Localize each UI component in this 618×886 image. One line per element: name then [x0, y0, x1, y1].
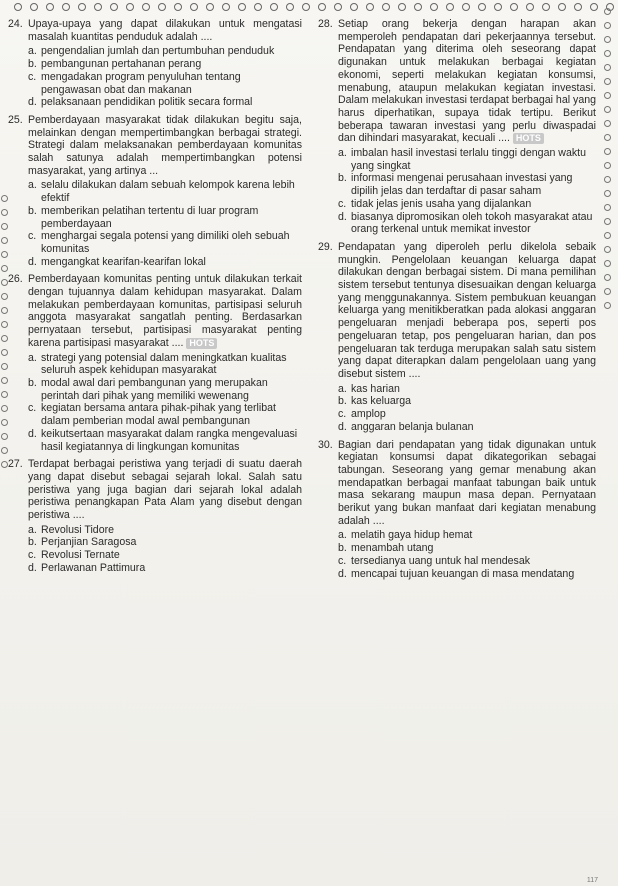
question-text: Terdapat berbagai peristiwa yang terjadi di suatu daerah yang dapat disebut sebagai sejarah lokal. Salah satu peristiwa yang juga bagian dari sejarah lokal adalah peristiwa penangkapan Pata Alam yang disebut dengan peristiwa ....: [28, 458, 302, 522]
binder-ring-icon: [604, 50, 611, 57]
option: a. strategi yang potensial dalam meningkatkan kualitas seluruh aspek kehidupan masyarakat: [28, 351, 287, 377]
question-28: [318, 18, 596, 145]
binder-ring-icon: [526, 3, 534, 11]
option: d. mengangkat kearifan-kearifan lokal: [28, 255, 206, 268]
option: d. biasanya dipromosikan oleh tokoh masyarakat atau orang terkenal untuk memikat investor: [338, 210, 593, 236]
binder-ring-icon: [558, 3, 566, 11]
question-text: Pendapatan yang diperoleh perlu dikelola sebaik mungkin. Pengelolaan keuangan keluarga dapat dilakukan dengan berbagai sistem. Di mana pemilihan sistem tersebut tentunya disesuaikan dengan keluarga yang menggunakannya. Sistem pembukuan keuangan keluarga yang menitikberatkan pada alokasi anggaran pengeluaran menjadi beberapa pos, seperti pos pengeluaran tetap, pos pengeluaran harian, dan pos pengeluaran tak terduga merupakan salah satu sistem yang dapat diterapkan dalam pengelolaan uang yang disebut sistem ....: [338, 240, 596, 380]
option: c. tersedianya uang untuk hal mendesak: [338, 554, 531, 567]
question-29: [318, 241, 596, 381]
binder-ring-icon: [222, 3, 230, 11]
question-text: Pemberdayaan komunitas penting untuk dilakukan terkait dengan tujuannya dalam kehidupan masyarakat. Dalam melakukan pemberdayaan komunitas, partisipasi seluruh anggota masyarakat sangatlah penting. Berdasarkan pernyataan tersebut, partisipasi masyarakat penting karena partisipasi masyarakat ....: [28, 273, 302, 349]
option: c. Revolusi Ternate: [28, 549, 120, 562]
option: c. kegiatan bersama antara pihak-pihak yang terlibat dalam pemberian modal awal pembangunan: [28, 402, 276, 428]
option: c. amplop: [338, 408, 386, 421]
binder-ring-icon: [1, 461, 8, 468]
binder-ring-icon: [46, 3, 54, 11]
binder-ring-icon: [1, 447, 8, 454]
binder-ring-icon: [142, 3, 150, 11]
option: d. keikutsertaan masyarakat dalam rangka mengevaluasi hasil kegiatannya di lingkungan komunitas: [28, 427, 298, 453]
binder-rings: [0, 0, 618, 14]
right-column: [318, 18, 596, 580]
binder-ring-icon: [478, 3, 486, 11]
option: d. Perlawanan Pattimura: [28, 561, 146, 574]
binder-ring-icon: [590, 3, 598, 11]
option: c. menghargai segala potensi yang dimiliki oleh sebuah komunitas: [28, 230, 290, 255]
binder-ring-icon: [604, 190, 611, 197]
option: b. Perjanjian Saragosa: [28, 536, 137, 549]
binder-ring-icon: [494, 3, 502, 11]
question-25: [8, 114, 302, 178]
binder-ring-icon: [1, 293, 8, 300]
binder-ring-icon: [286, 3, 294, 11]
question-27: [8, 458, 302, 522]
binder-ring-icon: [446, 3, 454, 11]
binder-ring-icon: [604, 260, 611, 267]
question-30: [318, 439, 596, 528]
binder-ring-icon: [604, 134, 611, 141]
binder-ring-icon: [604, 274, 611, 281]
binder-ring-icon: [318, 3, 326, 11]
binder-ring-icon: [604, 92, 611, 99]
binder-ring-icon: [1, 279, 8, 286]
question-number: 28.: [318, 18, 333, 30]
question-text: Pemberdayaan masyarakat tidak dilakukan begitu saja, melainkan dengan mempertimbangkan berbagai strategi. Strategi dalam melaksanakan pemberdayaan komunitas salah satunya adalah mempertimbangkan potensi masyarakat, yang artinya ...: [28, 113, 302, 177]
binder-ring-icon: [604, 120, 611, 127]
binder-ring-icon: [398, 3, 406, 11]
page-number: 117: [586, 877, 598, 884]
binder-ring-icon: [604, 232, 611, 239]
binder-ring-icon: [604, 246, 611, 253]
question-text: Setiap orang bekerja dengan harapan akan memperoleh pendapatan dari pekerjaannya tersebut. Pendapatan yang diterima oleh seseorang dapat digunakan untuk melakukan berbagai kegiatan ekonomi, seperti melakukan kegiatan konsumsi, menabung, ataupun melakukan kegiatan investasi. Dalam melakukan investasi terdapat berbagai hal yang harus diperhatikan, supaya tidak tertipu. Berikut beberapa tawaran investasi yang perlu diwaspadai dan dihindari masyarakat, kecuali ....: [338, 18, 596, 145]
option: a. kas harian: [338, 382, 400, 395]
binder-ring-icon: [382, 3, 390, 11]
option: c. tidak jelas jenis usaha yang dijalankan: [338, 197, 532, 210]
binder-ring-icon: [174, 3, 182, 11]
binder-ring-icon: [14, 3, 22, 11]
binder-ring-icon: [1, 349, 8, 356]
binder-ring-icon: [1, 195, 8, 202]
binder-ring-icon: [30, 3, 38, 11]
option: a. imbalan hasil investasi terlalu tinggi dengan waktu yang singkat: [338, 147, 586, 172]
binder-ring-icon: [126, 3, 134, 11]
question-24: [8, 18, 302, 43]
binder-ring-icon: [1, 321, 8, 328]
question-number: 29.: [318, 240, 333, 253]
option: d. mencapai tujuan keuangan di masa mendatang: [338, 567, 575, 580]
option: b. modal awal dari pembangunan yang merupakan perintah dari pihak yang memiliki wewenang: [28, 376, 268, 402]
binder-ring-icon: [1, 377, 8, 384]
binder-ring-icon: [350, 3, 358, 11]
binder-ring-icon: [604, 22, 611, 29]
question-26: [8, 273, 302, 349]
binder-ring-icon: [1, 223, 8, 230]
binder-ring-icon: [1, 237, 8, 244]
binder-ring-icon: [1, 419, 8, 426]
binder-ring-icon: [1, 433, 8, 440]
binder-ring-icon: [574, 3, 582, 11]
binder-ring-icon: [1, 265, 8, 272]
question-number: 25.: [8, 113, 23, 126]
option: a. selalu dilakukan dalam sebuah kelompok karena lebih efektif: [28, 179, 295, 205]
binder-ring-icon: [462, 3, 470, 11]
binder-ring-icon: [604, 106, 611, 113]
option: a. pengendalian jumlah dan pertumbuhan penduduk: [28, 45, 275, 58]
option: b. pembangunan pertahanan perang: [28, 58, 202, 71]
binder-ring-icon: [604, 148, 611, 155]
option: b. kas keluarga: [338, 395, 412, 408]
binder-ring-icon: [604, 302, 611, 309]
binder-ring-icon: [1, 391, 8, 398]
binder-ring-icon: [62, 3, 70, 11]
binder-ring-icon: [206, 3, 214, 11]
binder-ring-icon: [604, 288, 611, 295]
option: a. melatih gaya hidup hemat: [338, 529, 473, 542]
binder-ring-icon: [1, 307, 8, 314]
binder-ring-icon: [78, 3, 86, 11]
question-text: Bagian dari pendapatan yang tidak digunakan untuk kegiatan konsumsi dapat dikategorikan sebagai tabungan. Seseorang yang gemar menabung akan mendapatkan berbagai manfaat tabungan baik untuk masa sekarang maupun masa depan. Pernyataan berikut yang bukan manfaat dari kegiatan menabung adalah ....: [338, 438, 596, 527]
binder-ring-icon: [190, 3, 198, 11]
binder-ring-icon: [158, 3, 166, 11]
binder-ring-icon: [366, 3, 374, 11]
binder-ring-icon: [414, 3, 422, 11]
binder-ring-icon: [604, 204, 611, 211]
binder-ring-icon: [542, 3, 550, 11]
binder-ring-icon: [604, 78, 611, 85]
binder-ring-icon: [302, 3, 310, 11]
option: a. Revolusi Tidore: [28, 523, 115, 536]
question-number: 27.: [8, 458, 23, 471]
question-text: Upaya-upaya yang dapat dilakukan untuk mengatasi masalah kuantitas penduduk adalah ....: [28, 18, 302, 43]
question-number: 30.: [318, 438, 333, 451]
binder-ring-icon: [110, 3, 118, 11]
hots-badge: HOTS: [186, 338, 217, 349]
binder-ring-icon: [1, 335, 8, 342]
question-number: 24.: [8, 18, 23, 30]
binder-ring-icon: [510, 3, 518, 11]
binder-ring-icon: [1, 251, 8, 258]
binder-ring-icon: [1, 363, 8, 370]
binder-ring-icon: [604, 8, 611, 15]
option: c. mengadakan program penyuluhan tentang pengawasan obat dan makanan: [28, 70, 241, 96]
binder-ring-icon: [270, 3, 278, 11]
binder-ring-icon: [254, 3, 262, 11]
binder-ring-icon: [94, 3, 102, 11]
binder-ring-icon: [1, 209, 8, 216]
option: b. memberikan pelatihan tertentu di luar program pemberdayaan: [28, 204, 259, 230]
option: d. pelaksanaan pendidikan politik secara formal: [28, 96, 253, 109]
left-column: [8, 18, 302, 575]
binder-ring-icon: [604, 162, 611, 169]
binder-ring-icon: [238, 3, 246, 11]
option: b. menambah utang: [338, 542, 434, 555]
binder-ring-icon: [430, 3, 438, 11]
binder-ring-icon: [604, 36, 611, 43]
question-number: 26.: [8, 273, 23, 286]
option: d. anggaran belanja bulanan: [338, 420, 474, 433]
hots-badge: HOTS: [513, 133, 544, 144]
binder-ring-icon: [334, 3, 342, 11]
binder-ring-icon: [604, 64, 611, 71]
binder-ring-icon: [604, 218, 611, 225]
binder-ring-icon: [1, 405, 8, 412]
binder-ring-icon: [604, 176, 611, 183]
option: b. informasi mengenai perusahaan investasi yang dipilih jelas dan terdaftar di pasar saham: [338, 172, 573, 198]
